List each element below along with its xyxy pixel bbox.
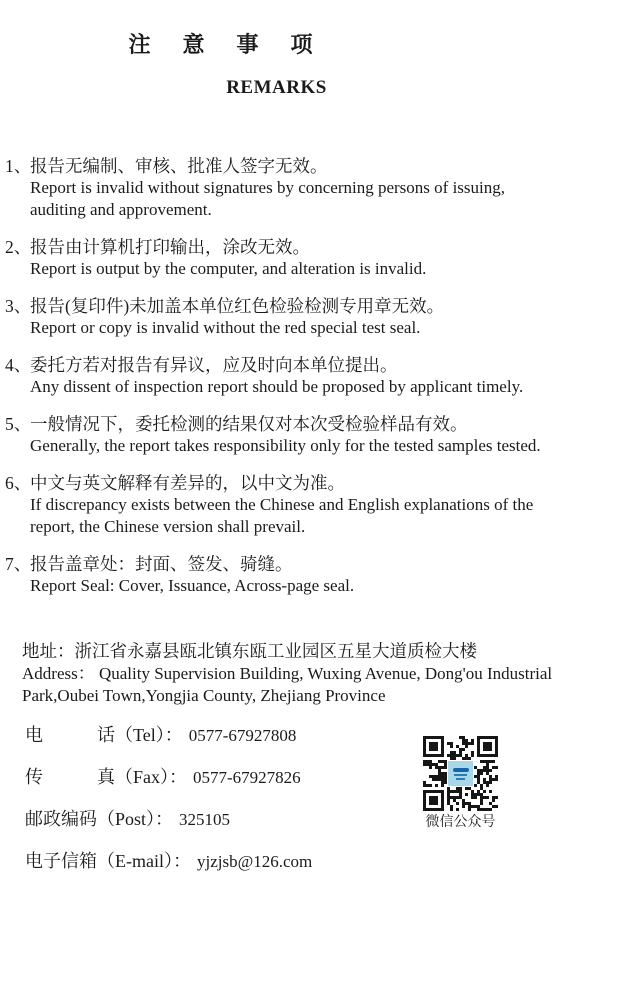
address-english-line: Park,Oubei Town,Yongjia County, Zhejiang Province: [22, 686, 386, 705]
remark-zh: 报告(复印件)未加盖本单位红色检验检测专用章无效。: [30, 296, 445, 316]
remark-zh: 报告盖章处：封面、签发、骑缝。: [30, 554, 293, 574]
address-block: [22, 640, 623, 707]
remark-item-1: [5, 155, 623, 221]
remark-en-line: Report Seal: Cover, Issuance, Across-page seal.: [30, 576, 355, 595]
remark-item-6: [5, 472, 623, 538]
remark-en-line: Any dissent of inspection report should be proposed by applicant timely.: [30, 377, 524, 396]
contact-row-email: [25, 851, 623, 872]
remark-en-line: auditing and approvement.: [30, 200, 212, 219]
contact-row-fax: [25, 767, 623, 788]
remark-item-3: [5, 295, 623, 339]
wechat-qr-code: [423, 736, 498, 811]
address-english-line: Address： Quality Supervision Building, Wuxing Avenue, Dong'ou Industrial: [22, 664, 553, 683]
address-chinese: 地址：浙江省永嘉县瓯北镇东瓯工业园区五星大道质检大楼: [22, 641, 477, 661]
remark-zh: 一般情况下，委托检测的结果仅对本次受检验样品有效。: [30, 414, 468, 434]
remark-item-4: [5, 354, 623, 398]
page-title-english: REMARKS: [226, 77, 327, 98]
remark-zh: 委托方若对报告有异议，应及时向本单位提出。: [30, 355, 398, 375]
remark-number: 1、: [5, 156, 32, 176]
remark-zh: 中文与英文解释有差异的，以中文为准。: [30, 473, 345, 493]
remark-item-2: [5, 236, 623, 280]
remark-en-line: report, the Chinese version shall prevail.: [30, 517, 306, 536]
email-value: yjzjsb@126.com: [196, 852, 313, 871]
post-label: 邮政编码（Post）：: [25, 809, 174, 829]
qr-logo-mark: [454, 774, 467, 776]
remark-en-line: If discrepancy exists between the Chinese and English explanations of the: [30, 495, 534, 514]
wechat-qr-caption: 微信公众号: [425, 815, 496, 830]
remark-en-line: Report is invalid without signatures by concerning persons of issuing,: [30, 178, 505, 197]
qr-center-logo: [447, 760, 474, 787]
remark-number: 2、: [5, 237, 32, 257]
remarks-list: [5, 155, 623, 597]
email-label: 电子信箱（E-mail）：: [25, 851, 191, 871]
remark-en-line: Generally, the report takes responsibility only for the tested samples tested.: [30, 436, 541, 455]
remark-en-line: Report is output by the computer, and alteration is invalid.: [30, 259, 427, 278]
remark-zh: 报告由计算机打印输出，涂改无效。: [30, 237, 310, 257]
remark-en-line: Report or copy is invalid without the red special test seal.: [30, 318, 421, 337]
remark-number: 4、: [5, 355, 32, 375]
contact-row-post: [25, 809, 623, 830]
remark-zh: 报告无编制、审核、批准人签字无效。: [30, 156, 328, 176]
fax-label: 传 真（Fax）：: [25, 767, 187, 787]
remark-number: 6、: [5, 473, 32, 493]
remark-number: 7、: [5, 554, 32, 574]
contact-block: [25, 725, 623, 872]
remark-item-5: [5, 413, 623, 457]
contact-row-tel: [25, 725, 623, 746]
page-title-chinese: 注意事项: [128, 32, 345, 57]
tel-value: 0577-67927808: [188, 726, 297, 745]
remark-item-7: [5, 553, 623, 597]
remark-number: 3、: [5, 296, 32, 316]
remark-number: 5、: [5, 414, 32, 434]
tel-label: 电 话（Tel）：: [25, 725, 183, 745]
wechat-qr-block: [423, 736, 498, 831]
qr-logo-mark: [453, 768, 469, 772]
fax-value: 0577-67927826: [193, 768, 301, 787]
post-value: 325105: [179, 810, 231, 829]
qr-logo-mark: [456, 778, 465, 780]
